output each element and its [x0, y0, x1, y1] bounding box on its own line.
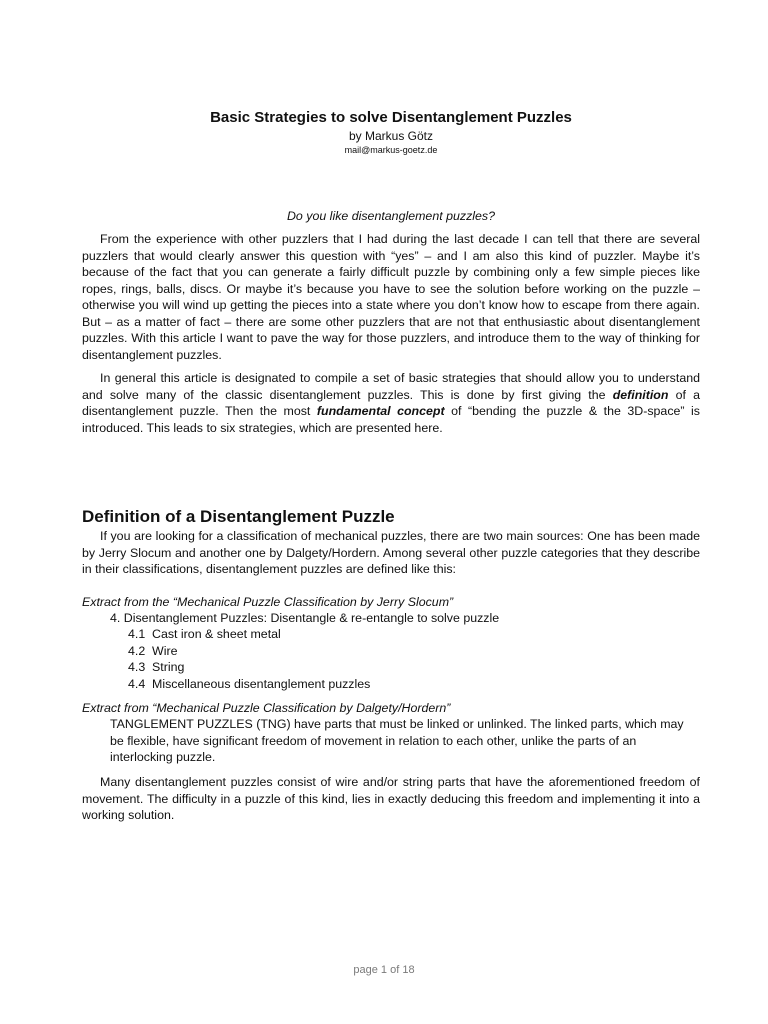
list-item-label: Cast iron & sheet metal [152, 627, 281, 641]
list-item-label: Wire [152, 643, 178, 658]
intro-paragraph-2 [82, 370, 700, 436]
page-footer: page 1 of 18 [353, 964, 415, 976]
author-byline: by Markus Götz [348, 129, 434, 143]
section-heading: Definition of a Disentanglement Puzzle [82, 507, 395, 526]
extract-1-title: Extract from the “Mechanical Puzzle Classification by Jerry Slocum” [82, 595, 454, 609]
list-item-label: Miscellaneous disentanglement puzzles [152, 676, 371, 691]
list-item-number: 4.2 [128, 643, 146, 658]
list-item [128, 659, 370, 676]
list-item-number: 4.3 [128, 660, 146, 674]
list-item-label: String [152, 660, 185, 674]
document-title: Basic Strategies to solve Disentanglement Puzzles [210, 109, 572, 126]
list-item [128, 676, 370, 693]
extract-1-sublist [128, 626, 370, 692]
list-item [128, 626, 370, 643]
list-item-number: 4.1 [128, 627, 146, 641]
author-email: mail@markus-goetz.de [344, 145, 438, 155]
fundamental-concept-emphasis: fundamental concept [316, 404, 445, 418]
intro-question: Do you like disentanglement puzzles? [286, 209, 495, 223]
extract-2-title: Extract from “Mechanical Puzzle Classification by Dalgety/Hordern” [82, 701, 451, 715]
extract-1-main-item: 4. Disentanglement Puzzles: Disentangle & re-entangle to solve puzzle [110, 611, 500, 625]
extract-2-text: TANGLEMENT PUZZLES (TNG) have parts that must be linked or unlinked. The linked parts, which may be flexible, have significant freedom of movement in relation to each other, unlike the parts of an interlocking puzzle. [110, 717, 684, 764]
definition-paragraph: If you are looking for a classification of mechanical puzzles, there are two main sources: One has been made by Jerry Slocum and another one by Dalgety/Hordern. Among several other puzzle categories that they describe in their classifications, disentanglement puzzles are defined like this: [82, 529, 700, 576]
intro-paragraph-2-part2: of a disentanglement puzzle. Then the most [82, 387, 700, 418]
definition-emphasis: definition [612, 387, 669, 402]
list-item [128, 643, 370, 660]
list-item-number: 4.4 [128, 676, 146, 691]
closing-paragraph: Many disentanglement puzzles consist of wire and/or string parts that have the aforementioned freedom of movement. The difficulty in a puzzle of this kind, lies in exactly deducing this freedom and implementing it into a working solution. [82, 775, 700, 822]
intro-paragraph-1: From the experience with other puzzlers that I had during the last decade I can tell that there are several puzzlers that would clearly answer this question with “yes” – and I am also this kind of puzzler. Maybe it’s because of the fact that you can generate a fairly difficult puzzle by combining only a few simple pieces like ropes, rings, balls, discs. Or maybe it’s because you have to see the solution before working on the puzzle – otherwise you will wind up getting the pieces into a state where you don’t know how to escape from there again. But – as a matter of fact – there are some other puzzlers that are not that enthusiastic about disentanglement puzzles. With this article I want to pave the way for those puzzlers, and introduce them to the way of thinking for disentanglement puzzles. [82, 232, 700, 362]
intro-paragraph-2-part1: In general this article is designated to compile a set of basic strategies that should allow you to understand and solve many of the classic disentanglement puzzles. This is done by first giving the [82, 371, 700, 402]
title-block [82, 108, 700, 156]
intro-paragraph-2-part3: of “bending the puzzle & the 3D-space” is introduced. This leads to six strategies, which are presented here. [82, 404, 701, 435]
